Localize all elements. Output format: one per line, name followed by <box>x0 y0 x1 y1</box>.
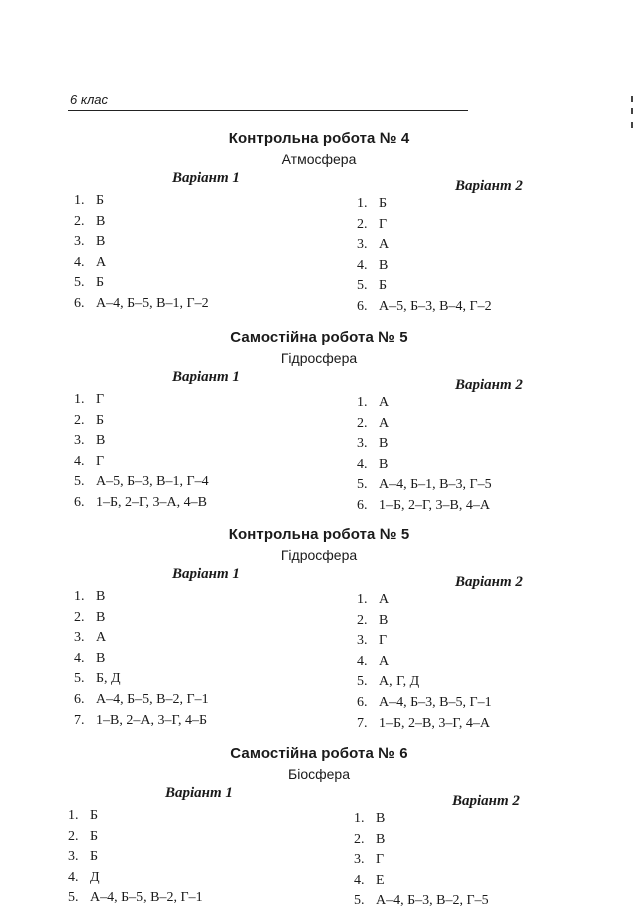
answer-item <box>354 830 489 851</box>
variant-2-label: Варіант 2 <box>455 377 523 393</box>
answer-number: 4. <box>74 453 85 469</box>
answer-number: 5. <box>357 278 368 294</box>
answer-item <box>357 414 492 435</box>
answer-number: 2. <box>68 828 79 844</box>
answer-item <box>74 587 209 608</box>
answer-text: В <box>379 257 389 273</box>
answer-number: 4. <box>68 869 79 885</box>
answer-item <box>68 827 203 848</box>
variant-1-label: Варіант 1 <box>172 369 240 385</box>
answer-number: 3. <box>74 630 85 646</box>
section-subtitle: Гідросфера <box>280 547 358 563</box>
answer-item <box>357 611 492 632</box>
section-title: Контрольна робота № 5 <box>228 526 410 543</box>
variant-2-label: Варіант 2 <box>455 574 523 590</box>
answer-number: 2. <box>357 612 368 628</box>
answer-text: А, Г, Д <box>379 674 420 690</box>
answer-text: В <box>96 650 106 666</box>
answer-text: В <box>96 234 106 250</box>
answer-number: 6. <box>74 691 85 707</box>
answer-number: 5. <box>68 890 79 906</box>
answer-text: Г <box>376 852 385 868</box>
answer-item <box>74 690 209 711</box>
answer-item <box>74 472 209 493</box>
answer-text: В <box>96 433 106 449</box>
answer-number: 3. <box>357 633 368 649</box>
answer-number: 2. <box>354 831 365 847</box>
answer-item <box>74 493 209 514</box>
answer-item <box>357 590 492 611</box>
answer-text: Б <box>379 196 388 211</box>
variant-2-label: Варіант 2 <box>452 793 520 809</box>
answer-number: 6. <box>74 295 85 311</box>
variant-1-answers <box>74 390 209 514</box>
answer-number: 7. <box>357 715 368 731</box>
answer-item <box>357 276 492 297</box>
answer-number: 2. <box>357 216 368 232</box>
answer-item <box>357 496 492 517</box>
variant-2-answers <box>357 194 492 318</box>
answer-text: В <box>379 456 389 472</box>
answer-text: В <box>96 589 106 604</box>
answer-item <box>74 191 209 212</box>
answer-number: 3. <box>354 852 365 868</box>
answer-text: А <box>96 254 107 270</box>
answer-item <box>357 194 492 215</box>
answer-text: А–5, Б–3, В–1, Г–4 <box>96 474 209 490</box>
answer-item <box>68 806 203 827</box>
answer-number: 2. <box>74 609 85 625</box>
answer-text: А <box>96 630 107 646</box>
answer-item <box>357 672 492 693</box>
answer-item <box>68 847 203 868</box>
answer-number: 1. <box>354 811 365 826</box>
answer-number: 6. <box>74 494 85 510</box>
answer-item <box>357 652 492 673</box>
answer-item <box>357 693 492 714</box>
answer-item <box>357 434 492 455</box>
answer-item <box>74 294 209 315</box>
answer-number: 7. <box>74 712 85 728</box>
answer-text: В <box>376 831 386 847</box>
answer-text: А <box>379 415 390 431</box>
answer-number: 4. <box>74 650 85 666</box>
answer-number: 6. <box>357 298 368 314</box>
answer-number: 5. <box>74 275 85 291</box>
section-title: Самостійна робота № 5 <box>230 329 408 346</box>
answer-number: 3. <box>357 237 368 253</box>
answer-text: А–5, Б–3, В–4, Г–2 <box>379 298 492 314</box>
answer-number: 5. <box>354 893 365 909</box>
variant-1-answers <box>68 806 203 909</box>
answer-text: Б <box>90 849 99 865</box>
section-subtitle: Атмосфера <box>281 151 357 167</box>
variant-1-label: Варіант 1 <box>165 785 233 801</box>
answer-item <box>68 868 203 889</box>
answer-item <box>74 390 209 411</box>
answer-number: 4. <box>354 872 365 888</box>
answer-text: А–4, Б–5, В–1, Г–2 <box>96 295 209 311</box>
variant-2-answers <box>357 393 492 517</box>
answer-text: 1–Б, 2–В, 3–Г, 4–А <box>379 715 491 731</box>
answer-item <box>74 452 209 473</box>
answer-number: 1. <box>74 589 85 604</box>
answer-item <box>74 649 209 670</box>
answer-item <box>357 631 492 652</box>
answer-number: 5. <box>357 477 368 493</box>
section-subtitle: Біосфера <box>288 766 350 782</box>
answer-text: В <box>379 436 389 452</box>
answer-text: Б <box>379 278 388 294</box>
answer-text: Б <box>96 275 105 291</box>
answer-number: 4. <box>74 254 85 270</box>
answer-item <box>74 411 209 432</box>
answer-number: 6. <box>357 694 368 710</box>
answer-text: Г <box>379 633 388 649</box>
answer-number: 1. <box>74 392 85 407</box>
answer-item <box>74 431 209 452</box>
answer-number: 3. <box>357 436 368 452</box>
answer-item <box>74 669 209 690</box>
edge-mark <box>631 122 633 128</box>
answer-item <box>74 273 209 294</box>
answer-item <box>68 888 203 909</box>
answer-number: 3. <box>74 234 85 250</box>
answer-number: 3. <box>74 433 85 449</box>
answer-text: 1–В, 2–А, 3–Г, 4–Б <box>96 712 208 728</box>
answer-item <box>74 232 209 253</box>
answer-number: 4. <box>357 456 368 472</box>
variant-1-answers <box>74 191 209 315</box>
answer-number: 2. <box>74 213 85 229</box>
variant-1-label: Варіант 1 <box>172 566 240 582</box>
answer-text: Г <box>96 453 105 469</box>
answer-number: 2. <box>357 415 368 431</box>
answer-item <box>74 628 209 649</box>
answer-text: Б <box>90 828 99 844</box>
answer-text: В <box>376 811 386 826</box>
answer-number: 2. <box>74 412 85 428</box>
answer-item <box>357 475 492 496</box>
answer-text: А <box>379 592 390 607</box>
answer-item <box>354 850 489 871</box>
answer-item <box>74 253 209 274</box>
answer-item <box>357 393 492 414</box>
answer-number: 1. <box>357 395 368 410</box>
answer-text: А <box>379 395 390 410</box>
answer-text: А–4, Б–3, В–5, Г–1 <box>379 694 492 710</box>
answer-item <box>354 871 489 892</box>
answer-item <box>354 809 489 830</box>
answer-item <box>357 297 492 318</box>
answer-text: А–4, Б–3, В–2, Г–5 <box>376 893 489 909</box>
answer-text: Д <box>90 869 100 885</box>
variant-1-label: Варіант 1 <box>172 170 240 186</box>
answer-item <box>357 256 492 277</box>
answer-text: Б <box>96 412 105 428</box>
variant-1-answers <box>74 587 209 731</box>
answer-text: Г <box>96 392 105 407</box>
answer-item <box>74 212 209 233</box>
answer-number: 1. <box>357 592 368 607</box>
answer-number: 6. <box>357 497 368 513</box>
answer-number: 1. <box>74 193 85 208</box>
answer-number: 4. <box>357 257 368 273</box>
answer-text: А <box>379 237 390 253</box>
section-title: Контрольна робота № 4 <box>228 130 410 147</box>
answer-item <box>354 891 489 912</box>
answer-item <box>357 215 492 236</box>
answer-text: Б, Д <box>96 671 121 687</box>
answer-item <box>357 714 492 735</box>
answer-text: Е <box>376 872 385 888</box>
answer-text: 1–Б, 2–Г, 3–В, 4–А <box>379 497 491 513</box>
answer-number: 1. <box>357 196 368 211</box>
section-subtitle: Гідросфера <box>280 350 358 366</box>
answer-number: 1. <box>68 808 79 823</box>
edge-mark <box>631 96 633 102</box>
section-title: Самостійна робота № 6 <box>230 745 408 762</box>
edge-mark <box>631 108 633 114</box>
running-header-grade: 6 клас <box>70 92 109 107</box>
answer-text: В <box>96 213 106 229</box>
answer-number: 3. <box>68 849 79 865</box>
answer-text: А–4, Б–5, В–2, Г–1 <box>96 691 209 707</box>
answer-number: 5. <box>357 674 368 690</box>
answer-text: В <box>379 612 389 628</box>
answer-text: Б <box>90 808 99 823</box>
answer-text: А–4, Б–1, В–3, Г–5 <box>379 477 492 493</box>
answer-item <box>357 455 492 476</box>
answer-text: Г <box>379 216 388 232</box>
variant-2-answers <box>357 590 492 734</box>
answer-text: 1–Б, 2–Г, 3–А, 4–В <box>96 494 208 510</box>
answer-number: 5. <box>74 671 85 687</box>
answer-text: В <box>96 609 106 625</box>
answer-text: Б <box>96 193 105 208</box>
answer-text: А <box>379 653 390 669</box>
variant-2-answers <box>354 809 489 912</box>
answer-number: 5. <box>74 474 85 490</box>
variant-2-label: Варіант 2 <box>455 178 523 194</box>
answer-item <box>357 235 492 256</box>
answer-number: 4. <box>357 653 368 669</box>
header-rule <box>68 110 468 111</box>
answer-text: А–4, Б–5, В–2, Г–1 <box>90 890 203 906</box>
answer-item <box>74 608 209 629</box>
answer-item <box>74 711 209 732</box>
